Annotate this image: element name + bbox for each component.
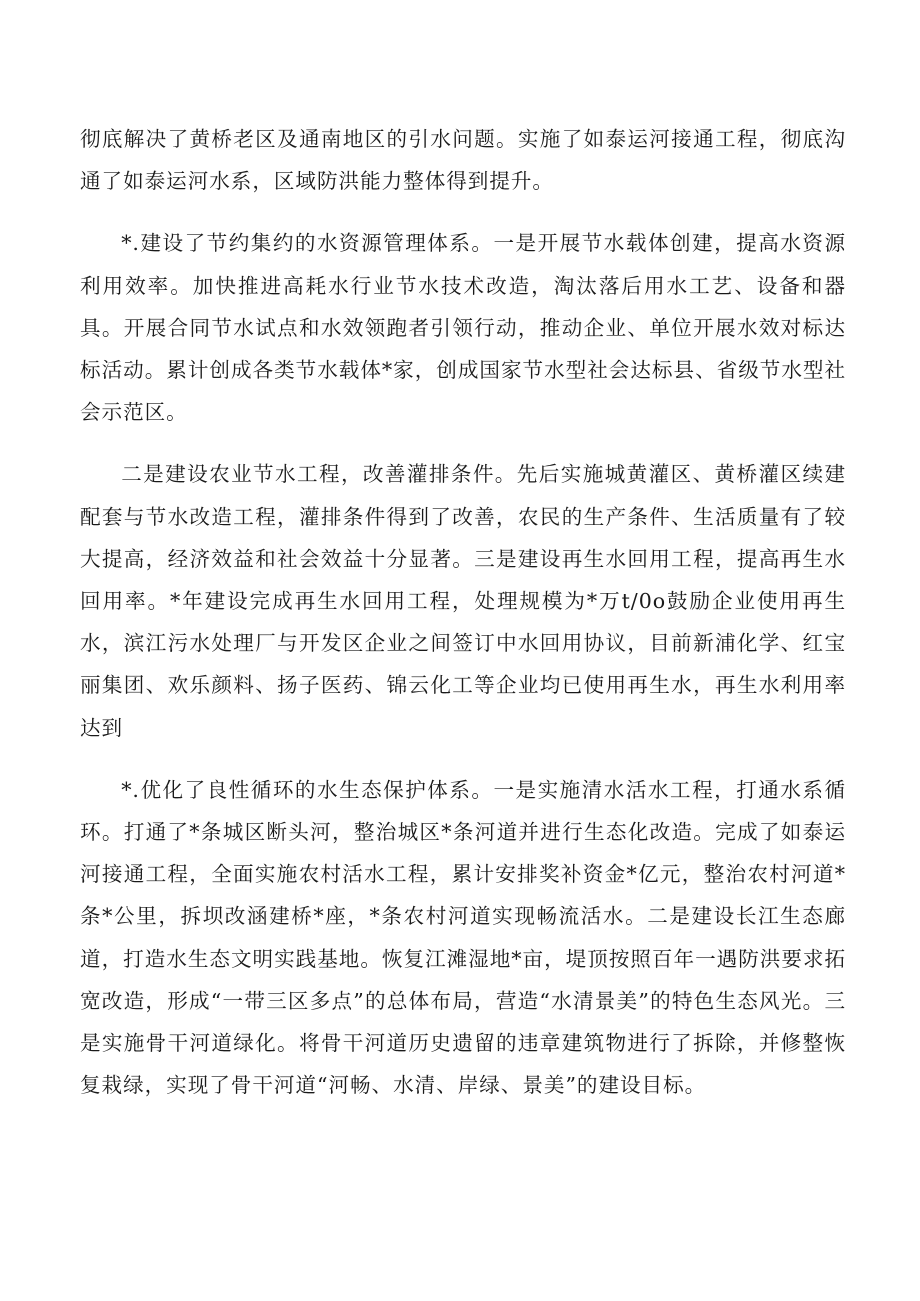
paragraph-water-diversion: 彻底解决了黄桥老区及通南地区的引水问题。实施了如泰运河接通工程，彻底沟通了如泰运河水系，区域防洪能力整体得到提升。 xyxy=(80,127,846,194)
document-body xyxy=(80,118,846,1126)
paragraph-agricultural-water-saving: 二是建设农业节水工程，改善灌排条件。先后实施城黄灌区、黄桥灌区续建配套与节水改造工程，灌排条件得到了改善，农民的生产条件、生活质量有了较大提高，经济效益和社会效益十分显著。三是建设再生水回用工程，提高再生水回用率。*年建设完成再生水回用工程，处理规模为*万t/0o鼓励企业使用再生水，滨江污水处理厂与开发区企业之间签订中水回用协议，目前新浦化学、红宝丽集团、欢乐颜料、扬子医药、锦云化工等企业均已使用再生水，再生水利用率达到 xyxy=(80,462,846,740)
paragraph-water-resource-management: *.建设了节约集约的水资源管理体系。一是开展节水载体创建，提高水资源利用效率。加快推进高耗水行业节水技术改造，淘汰落后用水工艺、设备和器具。开展合同节水试点和水效领跑者引领行动，推动企业、单位开展水效对标达标活动。累计创成各类节水载体*家，创成国家节水型社会达标县、省级节水型社会示范区。 xyxy=(80,231,846,425)
paragraph-water-ecology-protection: *.优化了良性循环的水生态保护体系。一是实施清水活水工程，打通水系循环。打通了*条城区断头河，整治城区*条河道并进行生态化改造。完成了如泰运河接通工程，全面实施农村活水工程，累计安排奖补资金*亿元，整治农村河道*条*公里，拆坝改涵建桥*座，*条农村河道实现畅流活水。二是建设长江生态廊道，打造水生态文明实践基地。恢复江滩湿地*亩，堤顶按照百年一遇防洪要求拓宽改造，形成“一带三区多点”的总体布局，营造“水清景美”的特色生态风光。三是实施骨干河道绿化。将骨干河道历史遗留的违章建筑物进行了拆除，并修整恢复栽绿，实现了骨干河道“河畅、水清、岸绿、景美”的建设目标。 xyxy=(80,777,846,1098)
